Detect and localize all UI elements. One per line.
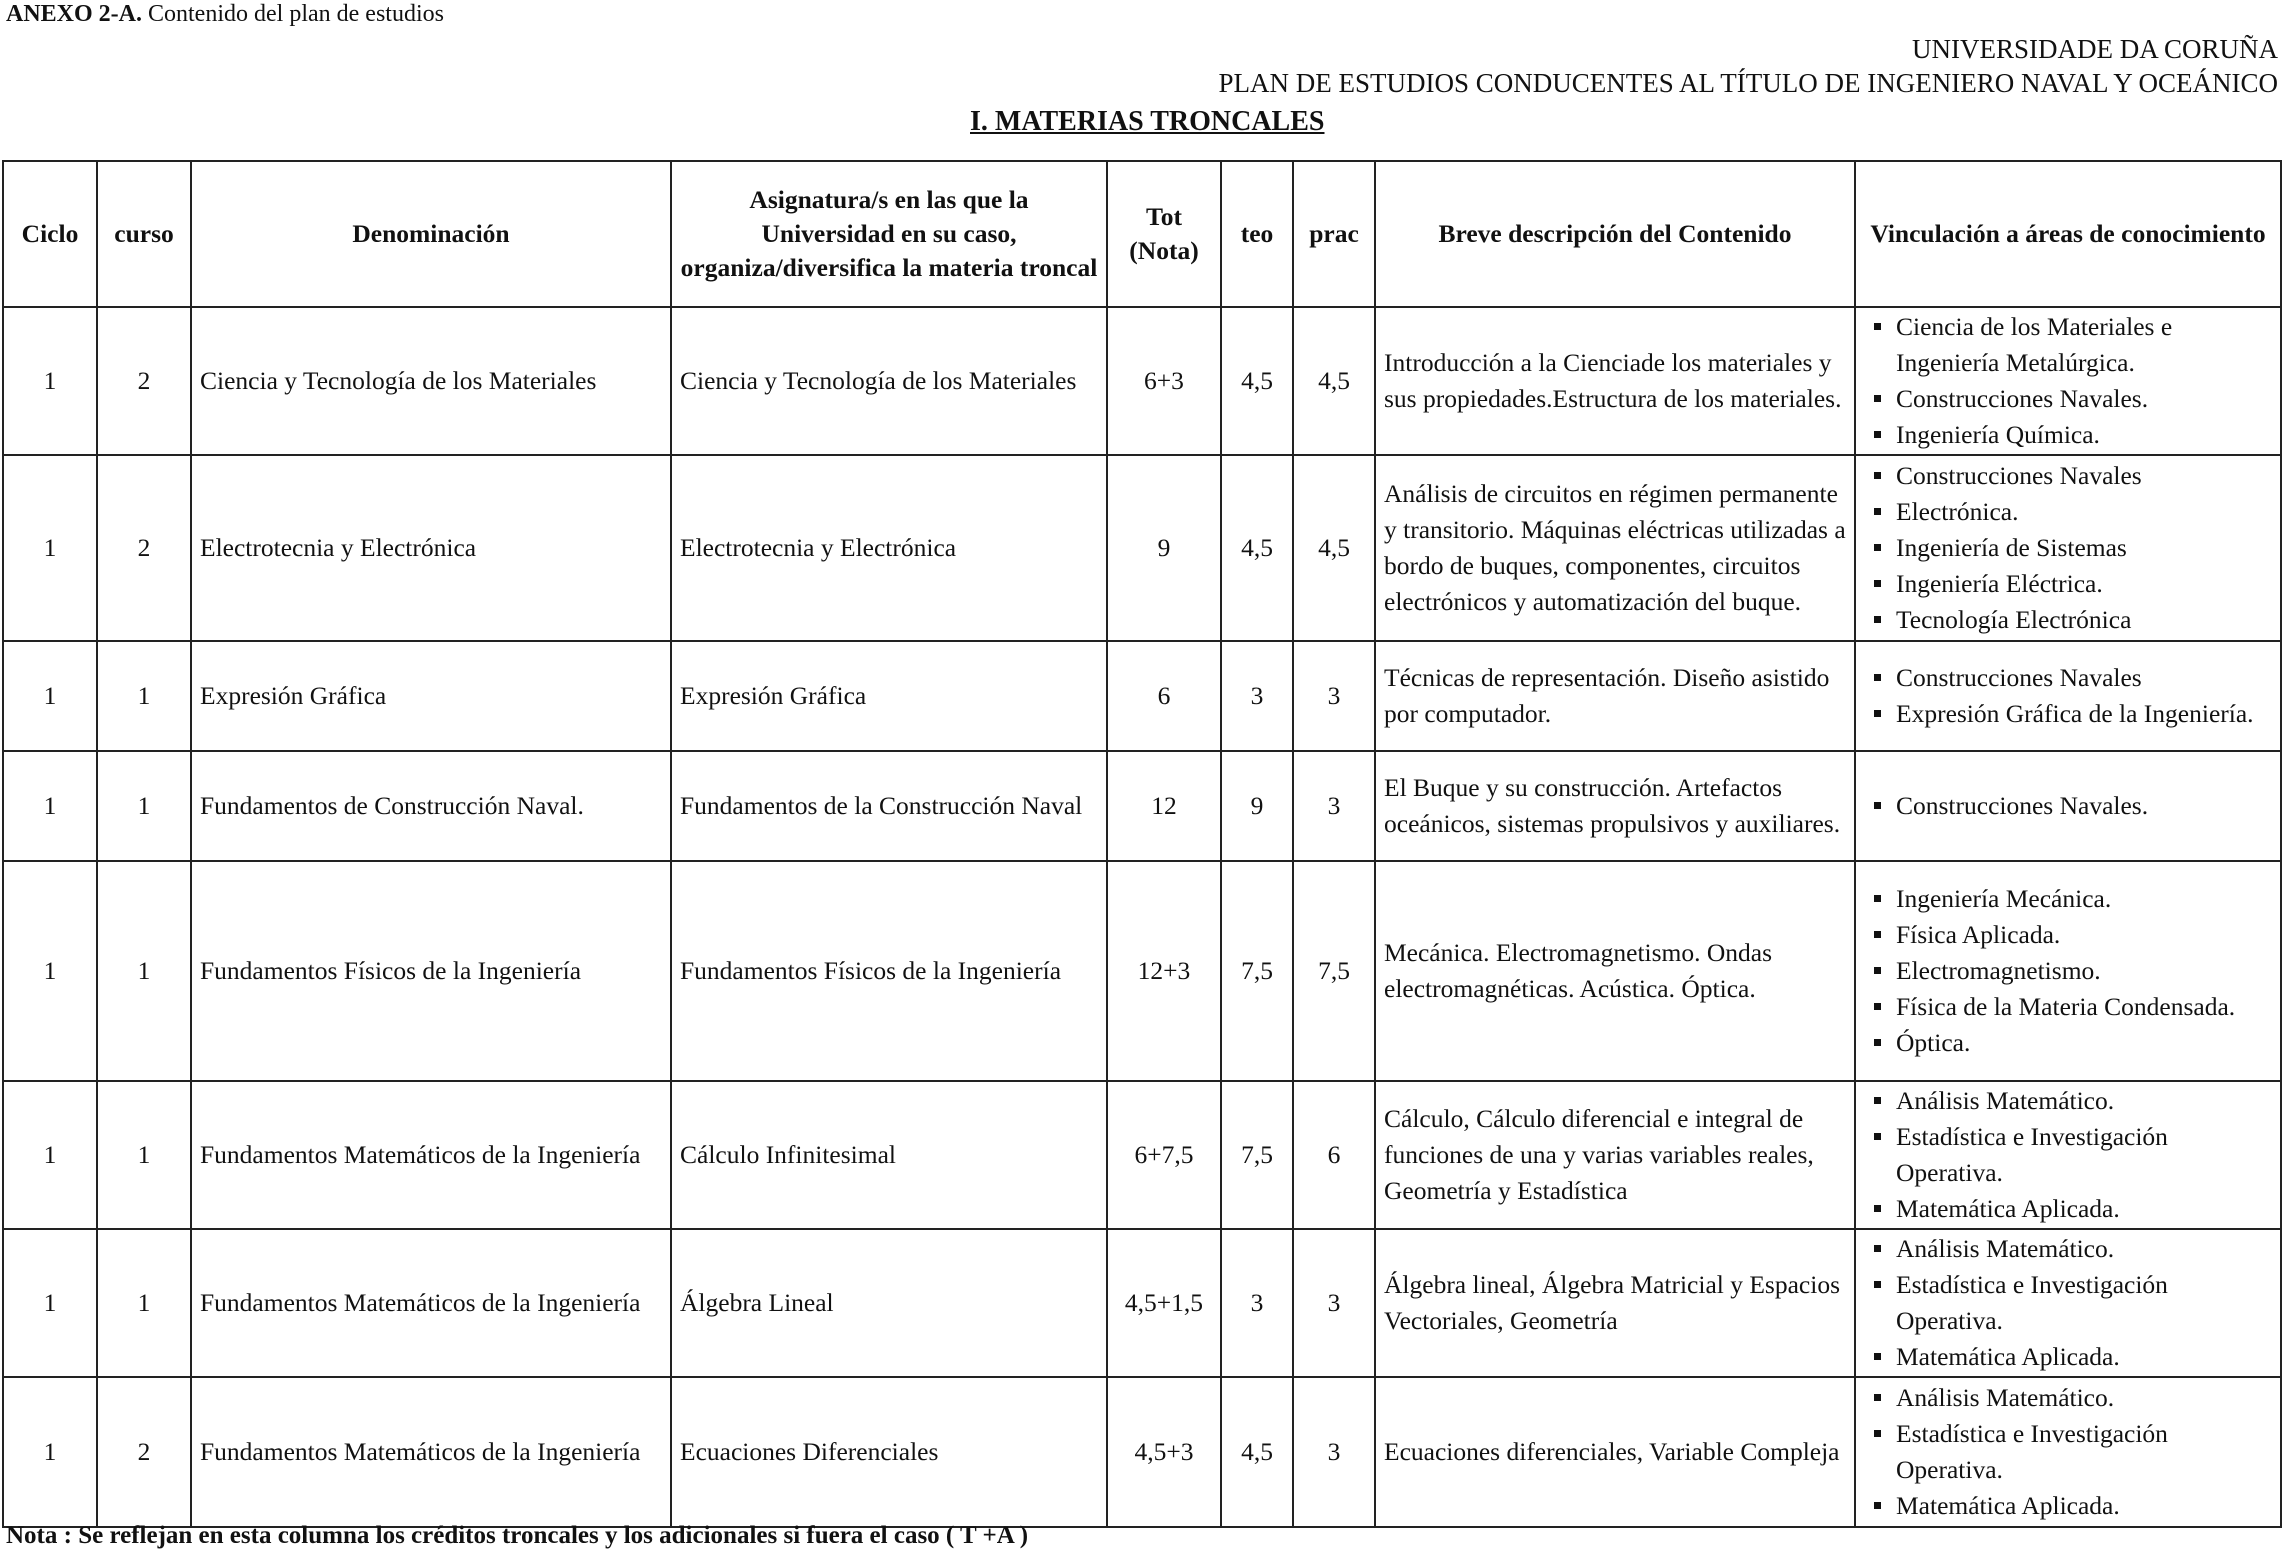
area-item: Matemática Aplicada. [1896,1339,2274,1375]
cell-prac: 3 [1293,641,1375,751]
cell-asignatura: Ecuaciones Diferenciales [671,1377,1107,1527]
cell-tot: 12+3 [1107,861,1221,1081]
area-item: Óptica. [1896,1025,2274,1061]
cell-curso: 2 [97,307,191,455]
cell-areas [1855,1377,2281,1527]
column-header-denominacion: Denominación [191,161,671,307]
area-item: Matemática Aplicada. [1896,1191,2274,1227]
section-title: I. MATERIAS TRONCALES [970,106,1325,137]
cell-prac: 3 [1293,1377,1375,1527]
cell-tot: 6 [1107,641,1221,751]
cell-ciclo: 1 [3,641,97,751]
cell-prac: 3 [1293,1229,1375,1377]
area-item: Física Aplicada. [1896,917,2274,953]
cell-asignatura: Ciencia y Tecnología de los Materiales [671,307,1107,455]
cell-tot: 4,5+3 [1107,1377,1221,1527]
table-row [3,1377,2281,1527]
area-item: Construcciones Navales [1896,660,2274,696]
cell-denominacion: Electrotecnia y Electrónica [191,455,671,641]
cell-asignatura: Expresión Gráfica [671,641,1107,751]
cell-teo: 9 [1221,751,1293,861]
area-item: Electromagnetismo. [1896,953,2274,989]
area-item: Estadística e Investigación Operativa. [1896,1119,2274,1191]
table-row [3,641,2281,751]
area-item: Construcciones Navales. [1896,788,2274,824]
cell-areas [1855,861,2281,1081]
cell-descripcion: El Buque y su construcción. Artefactos oceánicos, sistemas propulsivos y auxiliares. [1375,751,1855,861]
cell-ciclo: 1 [3,861,97,1081]
table-row [3,1081,2281,1229]
cell-descripcion: Álgebra lineal, Álgebra Matricial y Espacios Vectoriales, Geometría [1375,1229,1855,1377]
column-header-ciclo: Ciclo [3,161,97,307]
annex-text: Contenido del plan de estudios [142,1,444,27]
cell-tot: 6+7,5 [1107,1081,1221,1229]
area-item: Electrónica. [1896,494,2274,530]
column-header-asignatura: Asignatura/s en las que la Universidad en su caso, organiza/diversifica la materia troncal [671,161,1107,307]
cell-areas [1855,641,2281,751]
area-item: Construcciones Navales. [1896,381,2274,417]
cell-descripcion: Técnicas de representación. Diseño asistido por computador. [1375,641,1855,751]
cell-tot: 6+3 [1107,307,1221,455]
subjects-table [2,160,2282,1528]
table-row [3,861,2281,1081]
annex-line [6,0,444,28]
footnote: Nota : Se reflejan en esta columna los créditos troncales y los adicionales si fuera el caso ( T +A ) [6,1522,1029,1549]
cell-denominacion: Fundamentos de Construcción Naval. [191,751,671,861]
cell-ciclo: 1 [3,1081,97,1229]
cell-asignatura: Fundamentos Físicos de la Ingeniería [671,861,1107,1081]
document-header [1219,32,2278,100]
table-header-row [3,161,2281,307]
area-item: Ingeniería Química. [1896,417,2274,453]
cell-curso: 1 [97,1081,191,1229]
column-header-areas: Vinculación a áreas de conocimiento [1855,161,2281,307]
cell-denominacion: Fundamentos Matemáticos de la Ingeniería [191,1377,671,1527]
area-item: Física de la Materia Condensada. [1896,989,2274,1025]
cell-curso: 1 [97,1229,191,1377]
area-item: Análisis Matemático. [1896,1380,2274,1416]
area-item: Tecnología Electrónica [1896,602,2274,638]
cell-prac: 4,5 [1293,307,1375,455]
cell-areas [1855,307,2281,455]
cell-descripcion: Cálculo, Cálculo diferencial e integral de funciones de una y varias variables reales, Geometría y Estadística [1375,1081,1855,1229]
column-header-prac: prac [1293,161,1375,307]
column-header-teo: teo [1221,161,1293,307]
cell-teo: 4,5 [1221,455,1293,641]
area-item: Análisis Matemático. [1896,1231,2274,1267]
cell-tot: 4,5+1,5 [1107,1229,1221,1377]
cell-denominacion: Fundamentos Matemáticos de la Ingeniería [191,1081,671,1229]
area-item: Análisis Matemático. [1896,1083,2274,1119]
cell-teo: 3 [1221,1229,1293,1377]
cell-ciclo: 1 [3,307,97,455]
cell-areas [1855,1081,2281,1229]
university-name: UNIVERSIDADE DA CORUÑA [1911,34,2278,64]
table-row [3,455,2281,641]
table-row [3,751,2281,861]
area-item: Expresión Gráfica de la Ingeniería. [1896,696,2274,732]
area-item: Matemática Aplicada. [1896,1488,2274,1524]
column-header-tot: Tot (Nota) [1107,161,1221,307]
cell-ciclo: 1 [3,751,97,861]
table-row [3,307,2281,455]
cell-descripcion: Introducción a la Cienciade los materiales y sus propiedades.Estructura de los materiales. [1375,307,1855,455]
cell-curso: 1 [97,751,191,861]
area-item: Estadística e Investigación Operativa. [1896,1416,2274,1488]
table-row [3,1229,2281,1377]
area-item: Ciencia de los Materiales e Ingeniería Metalúrgica. [1896,309,2274,381]
cell-prac: 4,5 [1293,455,1375,641]
cell-teo: 4,5 [1221,1377,1293,1527]
area-item: Construcciones Navales [1896,458,2274,494]
cell-teo: 7,5 [1221,861,1293,1081]
cell-ciclo: 1 [3,455,97,641]
cell-asignatura: Fundamentos de la Construcción Naval [671,751,1107,861]
cell-descripcion: Análisis de circuitos en régimen permanente y transitorio. Máquinas eléctricas utilizadas a bordo de buques, componentes, circuitos electrónicos y automatización del buque. [1375,455,1855,641]
cell-ciclo: 1 [3,1377,97,1527]
cell-asignatura: Álgebra Lineal [671,1229,1107,1377]
cell-denominacion: Expresión Gráfica [191,641,671,751]
cell-curso: 1 [97,641,191,751]
cell-prac: 7,5 [1293,861,1375,1081]
cell-curso: 1 [97,861,191,1081]
cell-descripcion: Mecánica. Electromagnetismo. Ondas electromagnéticas. Acústica. Óptica. [1375,861,1855,1081]
cell-curso: 2 [97,455,191,641]
column-header-curso: curso [97,161,191,307]
cell-areas [1855,455,2281,641]
area-item: Ingeniería de Sistemas [1896,530,2274,566]
area-item: Ingeniería Mecánica. [1896,881,2274,917]
cell-descripcion: Ecuaciones diferenciales, Variable Compleja [1375,1377,1855,1527]
cell-prac: 6 [1293,1081,1375,1229]
cell-areas [1855,751,2281,861]
cell-denominacion: Fundamentos Físicos de la Ingeniería [191,861,671,1081]
annex-label: ANEXO 2-A. [6,1,142,27]
cell-ciclo: 1 [3,1229,97,1377]
cell-teo: 4,5 [1221,307,1293,455]
area-item: Estadística e Investigación Operativa. [1896,1267,2274,1339]
cell-curso: 2 [97,1377,191,1527]
cell-areas [1855,1229,2281,1377]
area-item: Ingeniería Eléctrica. [1896,566,2274,602]
cell-denominacion: Ciencia y Tecnología de los Materiales [191,307,671,455]
cell-tot: 12 [1107,751,1221,861]
cell-prac: 3 [1293,751,1375,861]
cell-asignatura: Electrotecnia y Electrónica [671,455,1107,641]
cell-teo: 7,5 [1221,1081,1293,1229]
column-header-descripcion: Breve descripción del Contenido [1375,161,1855,307]
cell-asignatura: Cálculo Infinitesimal [671,1081,1107,1229]
plan-title: PLAN DE ESTUDIOS CONDUCENTES AL TÍTULO DE INGENIERO NAVAL Y OCEÁNICO [1218,68,2278,98]
cell-denominacion: Fundamentos Matemáticos de la Ingeniería [191,1229,671,1377]
cell-tot: 9 [1107,455,1221,641]
cell-teo: 3 [1221,641,1293,751]
